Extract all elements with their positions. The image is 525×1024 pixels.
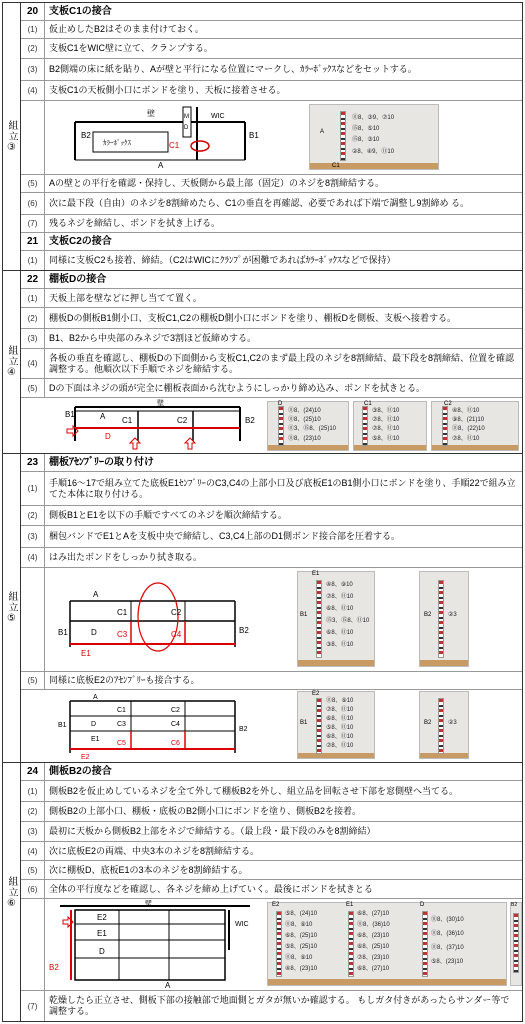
item-text: 各板の垂直を確認し、棚板Dの下面側から支板C1,C2のまず最上段のネジを8割締結、最下段を8割締結、位置を確認調整する。他順次以下手順でネジを締結する。 [49,352,515,374]
item-number: (2) [21,506,45,525]
diagram-side-b2 [45,900,265,990]
item-number: (6) [21,193,45,214]
svg-text:C1: C1 [117,608,128,617]
item-number: (2) [21,39,45,58]
label-d: D [184,125,189,131]
svg-text:WIC: WIC [235,921,249,928]
svg-text:C4: C4 [171,630,182,639]
item-text: 側板B2の上部小口、棚板・底板のB2側小口にボンドを塗り、側板B2を接着。 [49,806,362,816]
step-header [21,271,522,289]
step-item [21,289,522,308]
step-item [21,880,522,899]
label-b2: B2 [81,131,91,140]
step-item [21,472,522,506]
item-text: はみ出たボンドをしっかり拭き取る。 [49,552,203,562]
figure-step22 [45,399,522,453]
item-number: (1) [21,781,45,801]
step-item [21,21,522,39]
step-title: 支板C1の接合 [49,6,112,17]
instruction-sheet [2,2,523,1022]
item-text: B2側端の床に紙を貼り、Aが壁と平行になる位置にマークし、ｶﾗｰﾎﾞｯｸｽなどをセットする。 [49,64,417,74]
photo-b2: B2 ②3 [419,571,469,667]
item-number: (2) [21,802,45,821]
item-number: (4) [21,842,45,860]
step-item [21,822,522,842]
svg-text:A: A [100,412,106,421]
section-label: 組立③ [6,119,17,154]
label-b1: B1 [249,131,259,140]
item-number: (5) [21,861,45,879]
section-assembly-4 [3,271,522,454]
screw-spec: ⑮8、⑤10 [352,126,380,132]
photo-b2-screws: E2 E1 D ⑤8、(24)10 ⑪8、⑨10 ⑥8、(25)10 ⑤8、(25)10 ⑪8、⑨10 ④8、(23)10 ⑥8、(27)10 ⑪8、(36)10 ⑥8、(23)10 ⑥8、(25)10 ⑦8、(23)10 ⑥8、(27)10 ⑪8、(30)10 ⑪8、(36)10 ⑪8、(37)10 ⑤8、(23)10 [267,902,507,986]
item-text: 支板C1をWIC壁に立て、クランプする。 [49,43,213,53]
step-item [21,379,522,398]
screw-spec: ⑮8、③10 [352,137,380,143]
step-item [21,39,522,59]
item-number: (7) [21,215,45,232]
svg-text:C4: C4 [171,721,180,728]
section-label: 組立⑥ [6,875,17,910]
figure-step20 [45,102,522,174]
item-text: B1、B2から中央部のみネジで3割ほど仮締めする。 [49,333,257,343]
item-number: (1) [21,21,45,38]
svg-text:E2: E2 [97,913,107,922]
svg-text:B2: B2 [49,963,59,972]
svg-text:C2: C2 [177,416,188,425]
item-number: (5) [21,672,45,689]
photo-c1: C1 ③8、⑪10 ⑦8、⑪10 ⑦8、⑪10 ⑤8、⑪10 [353,401,427,451]
svg-text:C6: C6 [171,740,180,747]
svg-text:C1: C1 [122,416,133,425]
diagram-c1-install [45,102,522,174]
section-label-cell [3,763,21,1022]
item-text: 同様に支板C2も接着、締結。（C2はWICにｸﾗﾝﾌﾟが困難であればｶﾗｰﾎﾞｯｸｽなどで保持） [49,255,396,265]
item-text: 支板C1の天板側小口にボンドを塗り、天板に接着させる。 [49,85,286,95]
photo-e1-b1: E1 B1 ④8、⑨10 ⑦8、⑪10 ⑥8、⑪10 ⑮3、⑮8、⑪10 ⑥8、⑪10 ③8、⑪10 [297,571,375,667]
item-number: (4) [21,81,45,100]
step-title: 支板C2の接合 [49,236,112,247]
step-header [21,763,522,781]
section-assembly-5 [3,454,522,763]
step-item [21,308,522,329]
section-label-cell [3,454,21,762]
step-title: 側板B2の接合 [49,766,112,777]
photo-d: D ⑪8、(24)10 ⑪8、(25)10 ⑪3、⑮8、(25)10 ⑪8、(23)10 [267,401,349,451]
svg-text:C2: C2 [171,608,182,617]
step-item [21,991,522,1021]
step-item [21,781,522,802]
step-title: 棚板Dの接合 [49,274,107,285]
photo-b2-edge: B2 [510,902,522,986]
step-item [21,193,522,215]
item-number: (1) [21,472,45,505]
item-number: (1) [21,251,45,270]
item-number: (4) [21,548,45,567]
figure-step23-b [45,691,522,761]
item-text: Aの壁との平行を確認・保持し、天板側から最上部（固定）のネジを8割締結する。 [49,178,385,188]
figure-step24 [45,900,522,990]
svg-text:E1: E1 [91,736,100,743]
step-item [21,215,522,233]
step-item [21,802,522,822]
step-item [21,506,522,526]
item-text: 同様に底板E2のｱｾﾝﾌﾞﾘｰも接合する。 [49,675,200,685]
item-number: (5) [21,379,45,397]
step-number: 22 [21,271,45,288]
svg-text:C5: C5 [117,740,126,747]
item-text: 梱包バンドでE1とAを支板中央で締結し、C3,C4上部のD1側ボンド接合部を圧着する。 [49,531,401,541]
diagram-shelf-e2 [45,691,285,761]
step-title: 棚板ｱｾﾝﾌﾞﾘｰの取り付け [49,457,154,468]
section-label: 組立⑤ [6,591,17,625]
item-text: Dの下面はネジの頭が完全に棚板表面から沈むようにしっかり締め込み、ボンドを拭きとる。 [49,382,426,393]
item-text: 側板B2を仮止めしているネジを全て外して棚板B2を外し、組立品を回転させ下部を窓側壁へ当てる。 [49,785,459,796]
svg-text:A: A [93,694,98,701]
step-item [21,175,522,193]
step-number: 24 [21,763,45,780]
item-text: 側板B1とE1を以下の手順ですべてのネジを順次締結する。 [49,510,287,520]
svg-text:E1: E1 [81,649,91,658]
item-text: 全体の平行度などを確認し、各ネジを締め上げていく。最後にボンドを拭きとる [49,883,373,894]
svg-text:C3: C3 [117,630,128,639]
svg-text:A: A [93,590,99,599]
item-text: 天板上部を壁などに押し当てて置く。 [49,292,202,303]
step-header [21,233,522,251]
section-label-cell [3,271,21,453]
svg-text:B2: B2 [239,726,248,733]
svg-text:壁: 壁 [157,400,164,407]
step-header [21,3,522,21]
photo-b2: B2 ②3 [419,691,469,759]
svg-text:A: A [165,981,171,990]
svg-text:B1: B1 [58,722,67,729]
photo-c1: A C1 ⑪8、③9、⑦10 ⑮8、⑤10 ⑮8、③10 ②8、④9、⑪10 [309,104,439,170]
screw-spec: ②8、④9、⑪10 [352,149,395,155]
figure-step23-a [45,569,522,671]
diagram-shelf-e1 [45,569,285,671]
item-text: 次に底板E2の両端、中央3本のネジを8割締結する。 [49,845,260,856]
svg-text:D: D [91,721,97,728]
section-label-cell [3,3,21,270]
diagram-shelf-d [45,399,265,453]
label-wic: WIC [211,113,225,120]
screw-spec: ⑪8、③9、⑦10 [352,115,395,121]
svg-text:C2: C2 [171,707,180,714]
item-text: 棚板Dの側板B1側小口、支板C1,C2の棚板D側小口にボンドを塗り、棚板Dを側板、支板へ接着する。 [49,312,457,323]
step-item [21,59,522,81]
item-text: 次に棚板D、底板E1の3本のネジを8割締結する。 [49,864,248,875]
item-number: (3) [21,59,45,80]
svg-text:壁: 壁 [145,900,152,907]
step-item [21,842,522,861]
item-number: (2) [21,308,45,328]
step-item [21,548,522,568]
step-header [21,454,522,472]
step-item [21,861,522,880]
item-text: 残るネジを締結し、ボンドを拭き上げる。 [49,218,221,228]
item-number: (3) [21,526,45,547]
svg-text:D: D [105,432,111,441]
item-text: 乾燥したら正立させ、側板下部の接触部で地面側とガタが無いか確認する。 もしガタ付きがあったらサンダー等で調整する。 [49,995,510,1016]
step-item [21,329,522,349]
svg-text:B2: B2 [245,416,255,425]
label-a: A [158,161,164,170]
svg-text:E2: E2 [81,754,90,761]
label-color-box: ｶﾗｰﾎﾞｯｸｽ [103,140,131,147]
svg-text:B1: B1 [65,410,75,419]
item-number: (3) [21,822,45,841]
svg-text:B1: B1 [58,628,68,637]
step-number: 21 [21,233,45,250]
step-number: 23 [21,454,45,471]
item-number: (7) [21,991,45,1021]
section-assembly-3 [3,3,522,271]
item-number: (3) [21,329,45,348]
step-item [21,526,522,548]
item-text: 最初に天板から側板B2上部をネジで締結する。（最上段・最下段のみを8割締結） [49,826,376,836]
item-number: (6) [21,880,45,898]
section-label: 組立④ [6,345,17,379]
svg-text:B2: B2 [239,626,249,635]
step-item [21,251,522,270]
svg-text:D: D [99,947,105,956]
step-item [21,349,522,379]
section-assembly-6 [3,763,522,1022]
svg-text:D: D [91,628,97,637]
label-c1: C1 [169,141,180,150]
item-text: 仮止めしたB2はそのまま付けておく。 [49,24,204,34]
step-item [21,81,522,101]
step-item [21,672,522,690]
wall-label: 壁 [147,109,155,118]
item-number: (1) [21,289,45,307]
svg-text:E1: E1 [97,929,107,938]
item-text: 手順16～17で組み立てた底板E1ｾﾝﾌﾞﾘｰのC3,C4の上部小口及び底板E1のB1側小口にボンドを塗り、手順22で組み立てた本体に取り付ける。 [49,477,516,499]
photo-c2: C2 ④8、⑪10 ⑨8、(21)10 ⑪8、(22)10 ⑦8、⑪10 [431,401,519,451]
item-text: 次に最下段（自由）のネジを8割締めたら、C1の垂直を再確認、必要であれば下端で調整し9割締め る。 [49,198,470,208]
item-number: (4) [21,349,45,378]
label-m: M [184,114,189,120]
svg-text:C3: C3 [117,721,126,728]
step-number: 20 [21,3,45,20]
item-number: (5) [21,175,45,192]
photo-e2-b1: E2 B1 ⑪8、⑨10 ⑦8、⑪10 ⑥8、⑪10 ⑤8、⑪10 ⑥8、⑪10 ⑦8、⑪10 [297,691,375,759]
svg-text:C1: C1 [117,707,126,714]
